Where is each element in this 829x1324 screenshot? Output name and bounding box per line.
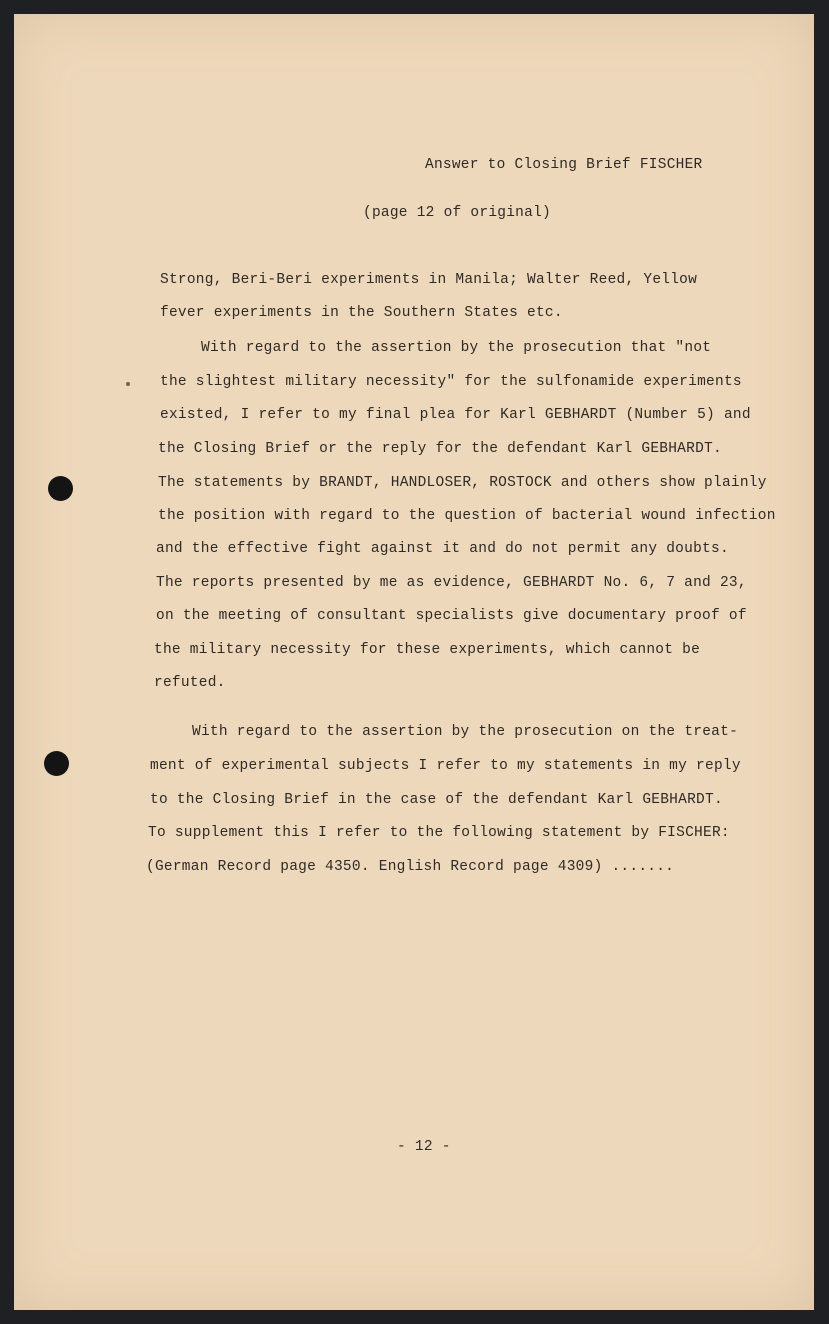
body-line: With regard to the assertion by the prosecution that "not [201, 340, 712, 356]
body-line: to the Closing Brief in the case of the defendant Karl GEBHARDT. [150, 792, 723, 808]
body-line: the position with regard to the question of bacterial wound infection [158, 508, 776, 524]
page-number: - 12 - [397, 1139, 451, 1155]
body-line: fever experiments in the Southern States etc. [160, 305, 563, 321]
body-line: The statements by BRANDT, HANDLOSER, ROSTOCK and others show plainly [158, 475, 767, 491]
document-page [14, 14, 814, 1310]
body-line: the military necessity for these experiments, which cannot be [154, 642, 701, 658]
body-line: refuted. [154, 675, 226, 691]
body-line: on the meeting of consultant specialists give documentary proof of [156, 608, 747, 624]
body-line: ment of experimental subjects I refer to my statements in my reply [150, 758, 741, 774]
body-line: The reports presented by me as evidence, GEBHARDT No. 6, 7 and 23, [156, 575, 747, 591]
body-line: existed, I refer to my final plea for Karl GEBHARDT (Number 5) and [160, 407, 751, 423]
body-line: the slightest military necessity" for the sulfonamide experiments [160, 374, 742, 390]
body-line: Strong, Beri-Beri experiments in Manila; Walter Reed, Yellow [160, 272, 698, 288]
body-line: and the effective fight against it and do not permit any doubts. [156, 541, 729, 557]
body-line: To supplement this I refer to the following statement by FISCHER: [148, 825, 730, 841]
body-line: the Closing Brief or the reply for the defendant Karl GEBHARDT. [158, 441, 722, 457]
body-line: With regard to the assertion by the prosecution on the treat- [192, 724, 739, 740]
punch-hole-top [48, 476, 73, 501]
punch-hole-bottom [44, 751, 69, 776]
document-title: Answer to Closing Brief FISCHER [425, 157, 703, 173]
paper-speck [126, 382, 130, 386]
body-line: (German Record page 4350. English Record page 4309) ....... [146, 859, 675, 875]
page-reference: (page 12 of original) [363, 205, 551, 221]
